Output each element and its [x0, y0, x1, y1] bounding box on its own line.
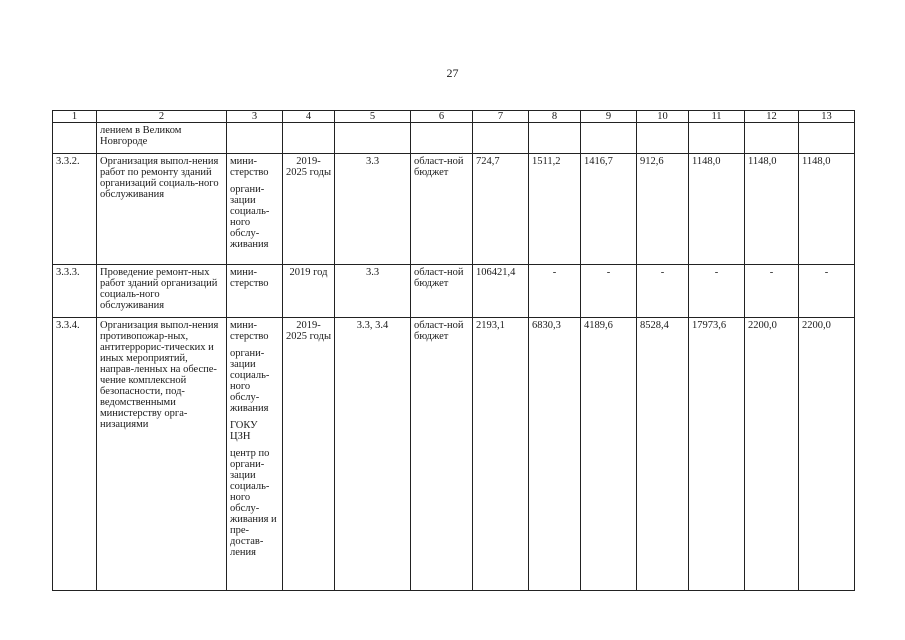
executor-cell: [227, 123, 283, 154]
column-number: 9: [581, 111, 637, 123]
executor-entry: мини-стерство: [230, 156, 269, 178]
item-number-cell: 3.3.4.: [53, 318, 97, 591]
program-table: [52, 110, 855, 591]
table-row: [53, 265, 855, 318]
item-number-cell: 3.3.2.: [53, 154, 97, 265]
year-amount-cell: 2200,0: [799, 318, 855, 591]
item-number-cell: 3.3.3.: [53, 265, 97, 318]
target-indicator-cell: 3.3, 3.4: [335, 318, 411, 591]
year-amount-cell: [473, 123, 529, 154]
year-amount-cell: 1148,0: [689, 154, 745, 265]
column-number: 10: [637, 111, 689, 123]
funding-source-cell: [411, 123, 473, 154]
year-amount-cell: 1511,2: [529, 154, 581, 265]
executor-entry: мини-стерство: [230, 320, 269, 342]
year-amount-cell: -: [745, 265, 799, 318]
target-indicator-cell: [335, 123, 411, 154]
column-number: 7: [473, 111, 529, 123]
year-amount-cell: 1416,7: [581, 154, 637, 265]
year-amount-cell: [689, 123, 745, 154]
table-row: [53, 318, 855, 591]
funding-source-cell: област-ной бюджет: [411, 318, 473, 591]
executor-entry: органи-зации социаль-ного обслу-живания: [230, 348, 270, 414]
column-number: 8: [529, 111, 581, 123]
year-amount-cell: 912,6: [637, 154, 689, 265]
year-amount-cell: 17973,6: [689, 318, 745, 591]
column-number: 3: [227, 111, 283, 123]
activity-name-cell: Проведение ремонт-ных работ зданий организаций социаль-ного обслуживания: [97, 265, 227, 318]
year-amount-cell: -: [689, 265, 745, 318]
year-amount-cell: 1148,0: [799, 154, 855, 265]
activity-name-cell: лением в Великом Новгороде: [97, 123, 227, 154]
executor-cell: [227, 154, 283, 265]
year-amount-cell: [799, 123, 855, 154]
period-cell: 2019-2025 годы: [283, 154, 335, 265]
page-number: 27: [446, 66, 459, 80]
executor-entry: центр по органи-зации социаль-ного обслу-живания и пре-достав-ления: [230, 448, 277, 558]
period-cell: 2019 год: [283, 265, 335, 318]
year-amount-cell: 2193,1: [473, 318, 529, 591]
year-amount-cell: [529, 123, 581, 154]
executor-entry: мини-стерство: [230, 267, 269, 289]
executor-entry: органи-зации социаль-ного обслу-живания: [230, 184, 270, 250]
year-amount-cell: -: [581, 265, 637, 318]
item-number-cell: [53, 123, 97, 154]
year-amount-cell: 4189,6: [581, 318, 637, 591]
column-number: 5: [335, 111, 411, 123]
target-indicator-cell: 3.3: [335, 154, 411, 265]
activity-name-cell: Организация выпол-нения работ по ремонту зданий организаций социаль-ного обслуживания: [97, 154, 227, 265]
column-number: 6: [411, 111, 473, 123]
year-amount-cell: 8528,4: [637, 318, 689, 591]
funding-source-cell: област-ной бюджет: [411, 265, 473, 318]
period-cell: [283, 123, 335, 154]
funding-source-cell: област-ной бюджет: [411, 154, 473, 265]
year-amount-cell: -: [637, 265, 689, 318]
year-amount-cell: [581, 123, 637, 154]
year-amount-cell: [745, 123, 799, 154]
year-amount-cell: [637, 123, 689, 154]
year-amount-cell: 2200,0: [745, 318, 799, 591]
year-amount-cell: -: [799, 265, 855, 318]
column-number: 1: [53, 111, 97, 123]
table-row: [53, 123, 855, 154]
year-amount-cell: 724,7: [473, 154, 529, 265]
target-indicator-cell: 3.3: [335, 265, 411, 318]
year-amount-cell: 1148,0: [745, 154, 799, 265]
column-number: 13: [799, 111, 855, 123]
executor-cell: [227, 265, 283, 318]
column-number: 2: [97, 111, 227, 123]
column-number-row: [53, 111, 855, 123]
period-cell: 2019-2025 годы: [283, 318, 335, 591]
year-amount-cell: 6830,3: [529, 318, 581, 591]
year-amount-cell: 106421,4: [473, 265, 529, 318]
executor-entry: ГОКУ ЦЗН: [230, 420, 258, 442]
activity-name-cell: Организация выпол-нения противопожар-ных, антитеррорис-тических и иных мероприятий, направ-ленных на обеспе-чение комплексной безопасности, под-ведомственными министерству орга-низациями: [97, 318, 227, 591]
year-amount-cell: -: [529, 265, 581, 318]
column-number: 4: [283, 111, 335, 123]
column-number: 11: [689, 111, 745, 123]
column-number: 12: [745, 111, 799, 123]
table-row: [53, 154, 855, 265]
executor-cell: [227, 318, 283, 591]
